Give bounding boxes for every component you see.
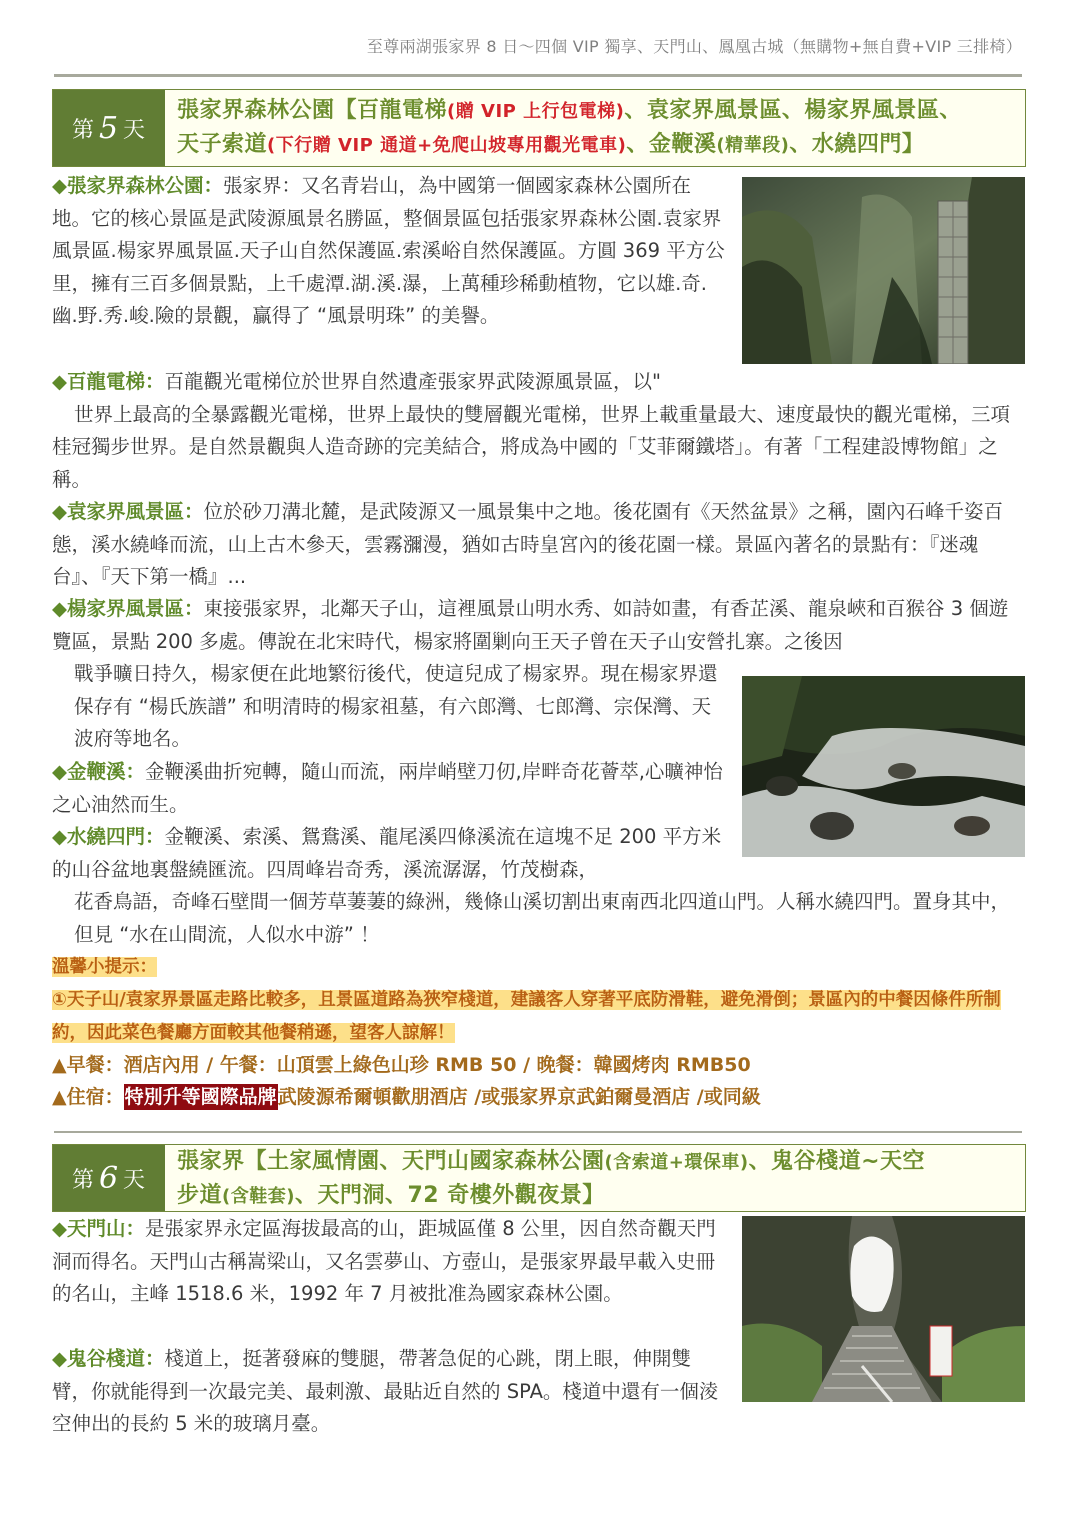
day6-header (52, 1144, 1026, 1212)
yangjiajie-paragraph: ◆楊家界風景區：東接張家界，北鄰天子山，這裡風景山明水秀、如詩如畫，有香芷溪、龍泉峽和百猴谷 3 個遊覽區，景點 200 多處。傳說在北宋時代，楊家將圍剿向王天子曾在天子山安營扎寨。之後因 (52, 597, 1009, 653)
yangjiajie-label: ◆楊家界風景區： (52, 597, 204, 620)
day6-badge-num: 6 (98, 1160, 120, 1196)
shuiraosimen-label: ◆水繞四門： (52, 825, 165, 848)
day-divider (54, 1131, 1022, 1133)
day5-hotel: ▲住宿：特別升等國際品牌武陵源希爾頓歡朋酒店 /或張家界京武鉑爾曼酒店 /或同級 (52, 1086, 761, 1108)
yuanjiajie-label: ◆袁家界風景區： (52, 500, 204, 523)
day6-title-line2: 步道(含鞋套)、天門洞、72 奇樓外觀夜景】 (177, 1183, 605, 1208)
bailong-elevator-paragraph: ◆百龍電梯：百龍觀光電梯位於世界自然遺產張家界武陵源風景區，以" 世界上最高的全暴露觀光電梯，世界上最快的雙層觀光電梯，世界上載重量最大、速度最快的觀光電梯，三項桂冠獨步世界。是自然景觀與人造奇跡的完美結合，將成為中國的「艾菲爾鐵塔」。有著「工程建設博物館」之稱。 (52, 370, 1011, 491)
day5-badge-prefix: 第 (71, 117, 95, 143)
tips-text: ①天子山/袁家界景區走路比較多，且景區道路為狹窄棧道，建議客人穿著平底防滑鞋，避免滑倒；景區內的中餐因條件所制約，因此菜色餐廳方面較其他餐稍遜，望客人諒解！ (52, 990, 1001, 1043)
day6-badge-suffix: 天 (123, 1167, 147, 1193)
day5-badge-num: 5 (98, 110, 120, 146)
day5-meals: ▲早餐：酒店內用 / 午餐：山頂雲上綠色山珍 RMB 50 / 晚餐：韓國烤肉 RMB50 (52, 1054, 751, 1076)
tips-title: 溫馨小提示： (52, 957, 157, 977)
day5-badge (53, 90, 165, 166)
guigu-plankway-label: ◆鬼谷棧道： (52, 1347, 165, 1370)
tianmen-label: ◆天門山： (52, 1217, 145, 1240)
day5-badge-suffix: 天 (123, 117, 147, 143)
day6-badge (53, 1145, 165, 1211)
upgrade-badge: 特別升等國際品牌 (124, 1086, 277, 1108)
day6-title-line1: 張家界【土家風情園、天門山國家森林公園(含索道+環保車)、鬼谷棧道~天空 (177, 1149, 925, 1174)
day6-badge-prefix: 第 (71, 1167, 95, 1193)
tianmen-paragraph: ◆天門山：是張家界永定區海拔最高的山，距城區僅 8 公里，因自然奇觀天門洞而得名。天門山古稱嵩梁山，又名雲夢山、方壺山，是張家界最早載入史冊的名山，主峰 1518.6 米，1992 年 7 月被批准為國家森林公園。 (52, 1217, 716, 1306)
bailong-elevator-label: ◆百龍電梯： (52, 370, 165, 393)
day5-title (177, 94, 1017, 162)
yangjiajie-paragraph-cont: 戰爭曠日持久，楊家便在此地繁衍後代，使這兒成了楊家界。現在楊家界還保存有 “楊氏族譜” 和明清時的楊家祖墓，有六郎灣、七郎灣、宗保灣、天波府等地名。 (74, 662, 718, 751)
header-divider (54, 74, 1022, 77)
zhangjiajie-park-label: ◆張家界森林公園： (52, 174, 223, 197)
bailong-elevator-photo (742, 177, 1025, 364)
day5-header (52, 89, 1026, 167)
guigu-plankway-paragraph: ◆鬼谷棧道：棧道上，挺著發麻的雙腿，帶著急促的心跳，閉上眼，伸開雙臂，你就能得到一次最完美、最刺激、最貼近自然的 SPA。棧道中還有一個淩空伸出的長約 5 米的玻璃月臺。 (52, 1347, 719, 1436)
zhangjiajie-park-paragraph: ◆張家界森林公園：張家界：又名青岩山，為中國第一個國家森林公園所在地。它的核心景區是武陵源風景名勝區，整個景區包括張家界森林公園.袁家界風景區.楊家界風景區.天子山自然保護區.索溪峪自然保護區。方圓 369 平方公里，擁有三百多個景點，上千處潭.湖.溪.瀑，上萬種珍稀動植物，它以雄.奇.幽.野.秀.峻.險的景觀，贏得了 “風景明珠” 的美譽。 (52, 174, 725, 328)
yuanjiajie-paragraph: ◆袁家界風景區：位於砂刀溝北麓，是武陵源又一風景集中之地。後花園有《天然盆景》之稱，園內石峰千姿百態，溪水繞峰而流，山上古木參天，雲霧瀰漫，猶如古時皇宮內的後花園一樣。景區內著名的景點有：『迷魂台』、『天下第一橋』... (52, 500, 1004, 589)
day6-title (177, 1145, 1017, 1213)
jinbian-stream-photo (742, 676, 1025, 857)
shuiraosimen-paragraph-cont: 花香鳥語，奇峰石壁間一個芳草萋萋的綠洲，幾條山溪切割出東南西北四道山門。人稱水繞四門。置身其中，但見 “水在山間流，人似水中游” ！ (74, 890, 1011, 946)
jinbian-stream-label: ◆金鞭溪： (52, 760, 145, 783)
tianmen-cave-photo (742, 1216, 1025, 1402)
page-header: 至尊兩湖張家界 8 日～四個 VIP 獨享、天門山、鳳凰古城（無購物+無自費+VIP 三排椅） (366, 37, 1022, 56)
jinbian-stream-paragraph: ◆金鞭溪：金鞭溪曲折宛轉，隨山而流，兩岸峭壁刀仞,岸畔奇花薈萃,心曠神怡之心油然而生。 (52, 760, 723, 816)
shuiraosimen-paragraph: ◆水繞四門：金鞭溪、索溪、鴛鴦溪、龍尾溪四條溪流在這塊不足 200 平方米的山谷盆地裏盤繞匯流。四周峰岩奇秀，溪流潺潺，竹茂樹森， (52, 825, 722, 881)
day5-title-line1: 張家界森林公園【百龍電梯(贈 VIP 上行包電梯)、袁家界風景區、楊家界風景區、 (177, 98, 962, 123)
day5-title-line2: 天子索道(下行贈 VIP 通道+免爬山坡專用觀光電車)、金鞭溪(精華段)、水繞四門】 (177, 132, 925, 157)
